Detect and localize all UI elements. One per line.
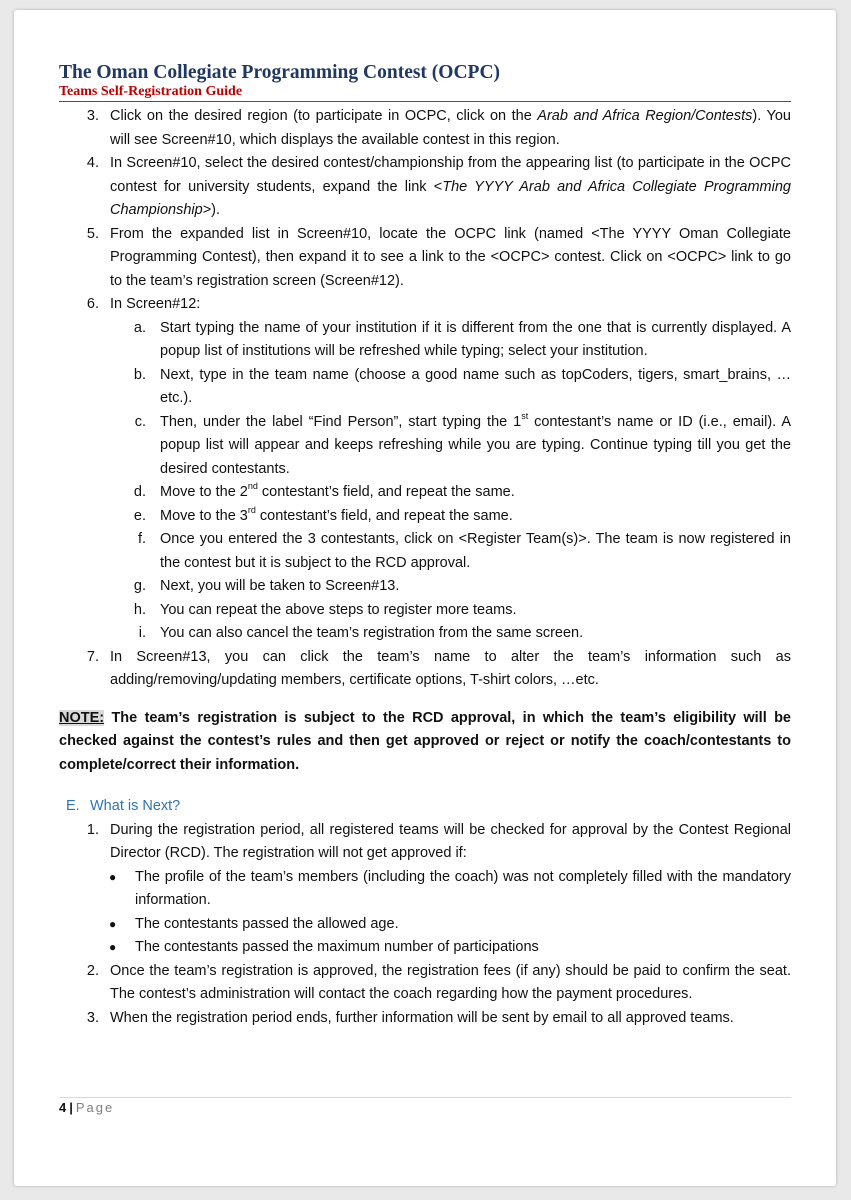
sub-item-g: g. Next, you will be taken to Screen#13.: [133, 578, 400, 594]
list-item-step-3: 3. Click on the desired region (to participate in OCPC, click on the Arab and Africa Region/Contests). You will see Screen#10, which displays the available contest in this region.: [86, 108, 791, 148]
sub-item-b: b. Next, type in the team name (choose a good name such as topCoders, tigers, smart_brains, …etc.).: [133, 366, 791, 406]
section-heading-e: E. What is Next?: [66, 798, 181, 814]
list-item-next-2: 2. Once the team’s registration is approved, the registration fees (if any) should be paid to confirm the seat. The contest’s administration will contact the coach regarding how the payment procedures.: [86, 962, 791, 1002]
document-title: The Oman Collegiate Programming Contest (OCPC): [59, 62, 501, 83]
bullet-item: ● The contestants passed the maximum number of participations: [59, 936, 791, 960]
note-label: NOTE:: [59, 709, 105, 726]
document-subtitle: Teams Self-Registration Guide: [59, 84, 243, 99]
list-item-step-4: 4. In Screen#10, select the desired contest/championship from the appearing list (to participate in the OCPC contest for university students, expand the link <The YYYY Arab and Africa Collegiate Programming Championship>).: [86, 155, 791, 218]
bullet-icon: ●: [109, 940, 117, 954]
footer-divider: [59, 1097, 791, 1098]
footer-separator: |: [69, 1100, 73, 1115]
bullet-icon: ●: [109, 869, 117, 884]
list-item-next-3: 3. When the registration period ends, further information will be sent by email to all approved teams.: [86, 1009, 734, 1026]
bullet-item: ● The profile of the team’s members (including the coach) was not completely filled with the mandatory information.: [59, 866, 791, 913]
sub-item-h: h. You can repeat the above steps to register more teams.: [133, 601, 517, 618]
sub-item-i: i. You can also cancel the team’s registration from the same screen.: [138, 625, 584, 641]
bullet-icon: ●: [109, 916, 117, 931]
page-footer: [59, 1100, 114, 1115]
bullet-item: ● The contestants passed the allowed age.: [59, 913, 791, 937]
note-paragraph: NOTE: The team’s registration is subject to the RCD approval, in which the team’s eligibility will be checked against the contest’s rules and then get approved or reject or notify the coach/contestants to complete/correct their information.: [59, 709, 791, 773]
sub-item-f: f. Once you entered the 3 contestants, click on <Register Team(s)>. The team is now registered in the contest but it is subject to the RCD approval.: [137, 531, 791, 571]
list-item-next-1: 1. During the registration period, all registered teams will be checked for approval by the Contest Regional Director (RCD). The registration will not get approved if:: [86, 821, 791, 861]
list-item-step-6: 6. In Screen#12:: [86, 296, 201, 312]
page-content: [59, 105, 791, 1030]
list-item-step-5: 5. From the expanded list in Screen#10, locate the OCPC link (named <The YYYY Oman Collegiate Programming Contest), then expand it to see a link to the <OCPC> contest. Click on <OCPC> link to go to the team’s registration screen (Screen#12).: [86, 225, 791, 289]
header-divider: [59, 101, 791, 102]
document-page: [14, 10, 836, 1186]
sub-item-c: c. Then, under the label “Find Person”, start typing the 1st contestant’s name or ID (i.e., email). A popup list will appear and keeps refreshing while you are typing. Continue typing till you get the desired contestants.: [134, 410, 791, 477]
list-item-step-7: 7. In Screen#13, you can click the team’s name to alter the team’s information such as adding/removing/updating members, certificate options, T-shirt colors, …etc.: [86, 648, 791, 688]
page-label: Page: [75, 1100, 115, 1115]
sub-item-d: d. Move to the 2nd contestant’s field, and repeat the same.: [133, 481, 515, 500]
page-number: 4: [59, 1100, 67, 1115]
sub-item-a: a. Start typing the name of your institution if it is different from the one that is currently displayed. A popup list of institutions will be refreshed while typing; select your institution.: [133, 319, 791, 359]
sub-item-e: e. Move to the 3rd contestant’s field, and repeat the same.: [133, 504, 513, 524]
